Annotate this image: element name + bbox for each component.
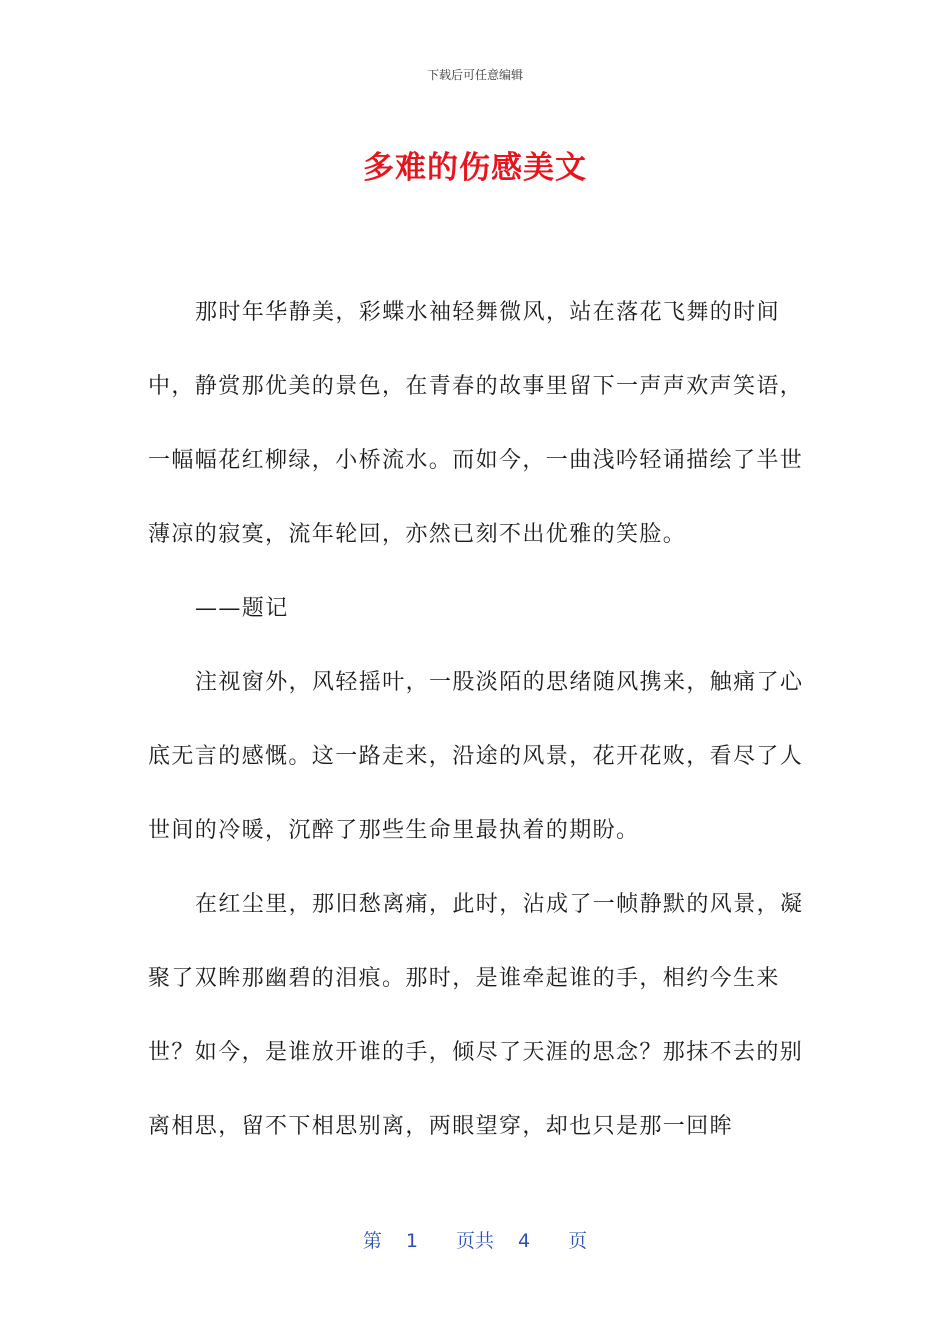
document-body	[148, 276, 808, 1164]
footer-page-middle: 页共	[455, 1230, 494, 1252]
footer-page-prefix: 第	[362, 1230, 382, 1252]
footer-total-pages: 4	[518, 1230, 531, 1252]
page-footer	[0, 1226, 950, 1253]
header-note: 下载后可任意编辑	[426, 68, 523, 82]
paragraph-epigraph-attribution: ——题记	[195, 596, 289, 621]
paragraph-red-dust: 在红尘里，那旧愁离痛，此时，沾成了一帧静默的风景，凝聚了双眸那幽碧的泪痕。那时，是谁牵起谁的手，相约今生来世？如今，是谁放开谁的手，倾尽了天涯的思念？那抹不去的别离相思，留不下相思别离，两眼望穿，却也只是那一回眸	[148, 892, 804, 1139]
footer-page-suffix: 页	[568, 1230, 588, 1252]
document-title: 多难的伤感美文	[363, 150, 587, 186]
footer-current-page: 1	[405, 1230, 418, 1252]
paragraph-window: 注视窗外，风轻摇叶，一股淡陌的思绪随风携来，触痛了心底无言的感慨。这一路走来，沿途的风景，花开花败，看尽了人世间的冷暖，沉醉了那些生命里最执着的期盼。	[148, 670, 804, 843]
paragraph-intro: 那时年华静美，彩蝶水袖轻舞微风，站在落花飞舞的时间中，静赏那优美的景色，在青春的故事里留下一声声欢声笑语，一幅幅花红柳绿，小桥流水。而如今，一曲浅吟轻诵描绘了半世薄凉的寂寞，流年轮回，亦然已刻不出优雅的笑脸。	[148, 300, 804, 547]
